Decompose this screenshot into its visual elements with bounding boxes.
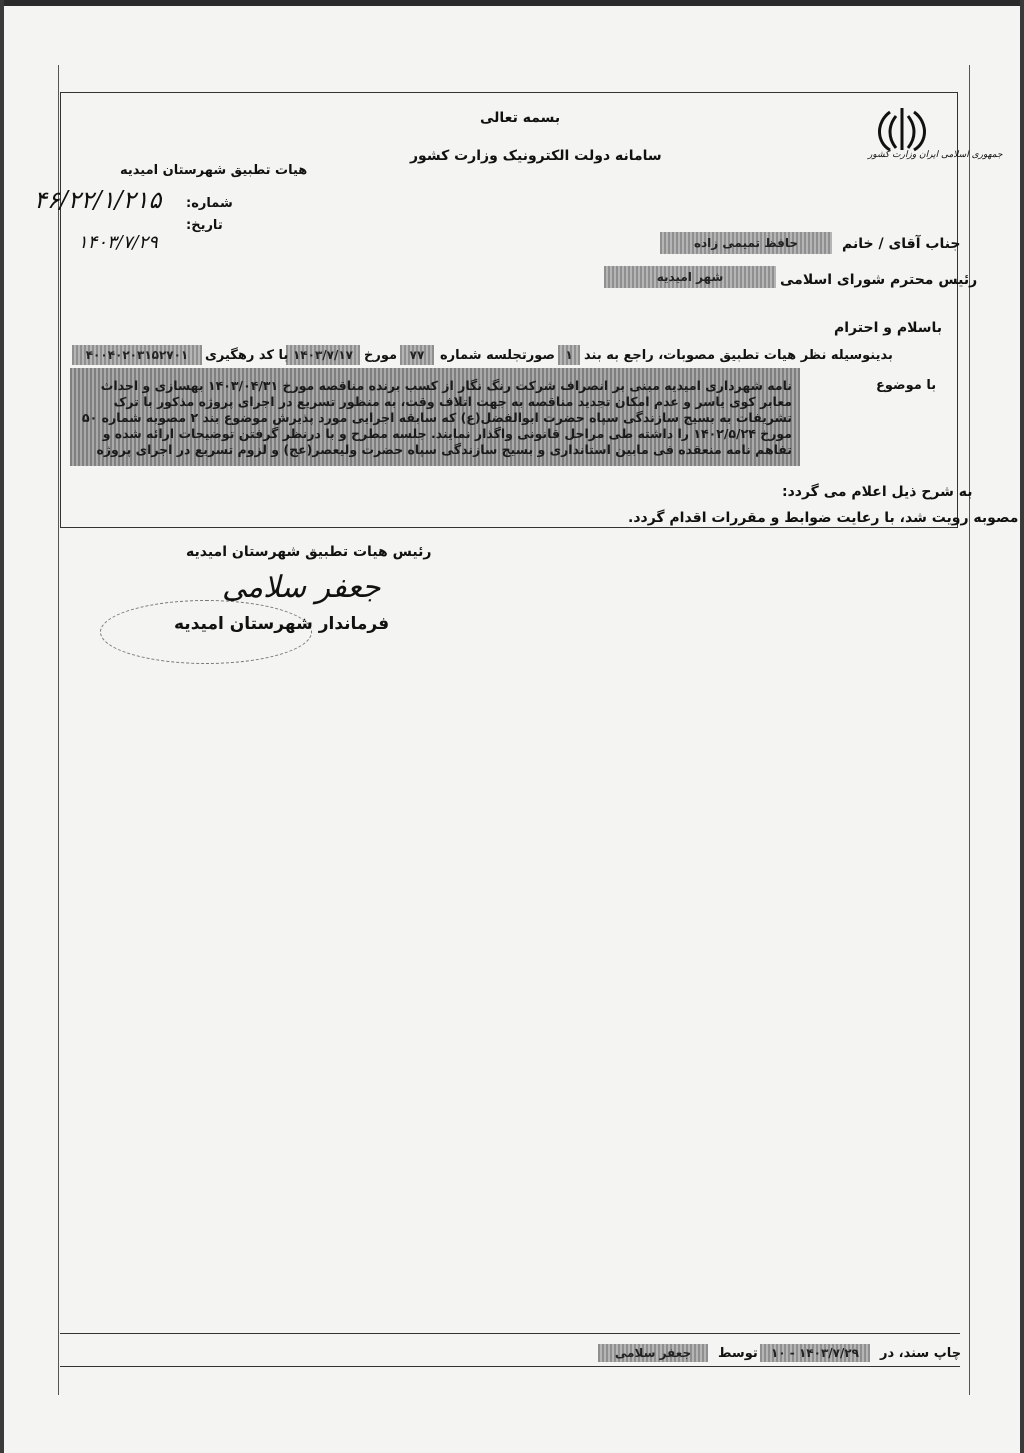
minutes-label: صورتجلسه شماره xyxy=(440,348,555,363)
scan-edge-left xyxy=(0,0,4,1453)
resolution-text: مصوبه رویت شد، با رعایت ضوابط و مقررات اقدام گردد. xyxy=(628,510,1019,526)
scan-edge-top xyxy=(0,0,1024,6)
signature-handwriting: جعفر سلامی xyxy=(222,570,381,605)
number-label: شماره: xyxy=(186,196,233,211)
print-date: ۱۴۰۳/۷/۲۹ - ۱۰ xyxy=(760,1344,870,1362)
minutes-date: ۱۴۰۳/۷/۱۷ xyxy=(286,345,360,365)
tracking-label: با کد رهگیری xyxy=(205,348,289,363)
by-label: توسط xyxy=(718,1346,758,1361)
greeting: باسلام و احترام xyxy=(834,320,942,336)
signatory-role: فرماندار شهرستان امیدیه xyxy=(174,614,390,634)
footer-top-rule xyxy=(60,1333,960,1334)
signatory-title: رئیس هیات تطبیق شهرستان امیدیه xyxy=(186,544,432,560)
print-label: چاپ سند، در xyxy=(880,1346,962,1361)
position-city: شهر امیدیه xyxy=(604,266,776,288)
minutes-number: ۷۷ xyxy=(400,345,434,365)
subject-text: نامه شهرداری امیدیه مبنی بر انصراف شرکت رنگ نگار از کسب برنده مناقصه مورخ ۱۴۰۳/۰۴/۳۱ بهسازی و احداث معابر کوی یاسر و عدم امکان تجدید مناقصه به جهت اتلاف وقت، به منظور تسریع در اجرای پروژه مذکور با ترک تشریفات به بسیج سازندگی سپاه حضرت ابوالفضل(ع) که سابقه اجرایی مورد پذیرش موضوع بند ۲ مصوبه شماره ۵۰ مورخ ۱۴۰۲/۵/۲۴ را داشته طی مراحل قانونی واگذار نمایند. جلسه مطرح و با درنظر گرفتن توضیحات ارائه شده و تفاهم نامه منعقده فی مابین استانداری و بسیج سازندگی سپاه حضرت ولیعصر(عج) و لزوم تسریع در اجرای پروژه xyxy=(70,368,800,466)
announce-text: به شرح ذیل اعلام می گردد: xyxy=(782,484,973,500)
date-label: تاریخ: xyxy=(186,218,223,233)
subject-label: با موضوع xyxy=(876,378,937,393)
dated-label: مورخ xyxy=(364,348,398,363)
footer-bottom-rule xyxy=(60,1366,960,1367)
scan-edge-right xyxy=(1020,0,1024,1453)
iran-emblem-icon xyxy=(872,104,932,174)
system-title: سامانه دولت الکترونیک وزارت کشور xyxy=(410,148,662,164)
position-prefix: رئیس محترم شورای اسلامی xyxy=(780,272,978,288)
addressee-name: حافظ تمیمی زاده xyxy=(660,232,832,254)
emblem-caption: جمهوری اسلامی ایران وزارت کشور xyxy=(868,150,1003,160)
printed-by: جعفر سلامی xyxy=(598,1344,708,1362)
tracking-code: ۴۰۰۴۰۲۰۳۱۵۲۷۰۱ xyxy=(72,345,202,365)
addressee-prefix: جناب آقای / خانم xyxy=(842,236,961,252)
bismillah-heading: بسمه تعالی xyxy=(480,110,561,126)
number-value: ۴۶/۲۲/۱/۲۱۵ xyxy=(34,186,162,214)
date-value: ۱۴۰۳/۷/۲۹ xyxy=(78,232,158,253)
council-name: هیات تطبیق شهرستان امیدیه xyxy=(120,163,308,178)
intro-text: بدینوسیله نظر هیات تطبیق مصوبات، راجع به بند xyxy=(584,348,893,363)
item-number: ۱ xyxy=(558,345,580,365)
